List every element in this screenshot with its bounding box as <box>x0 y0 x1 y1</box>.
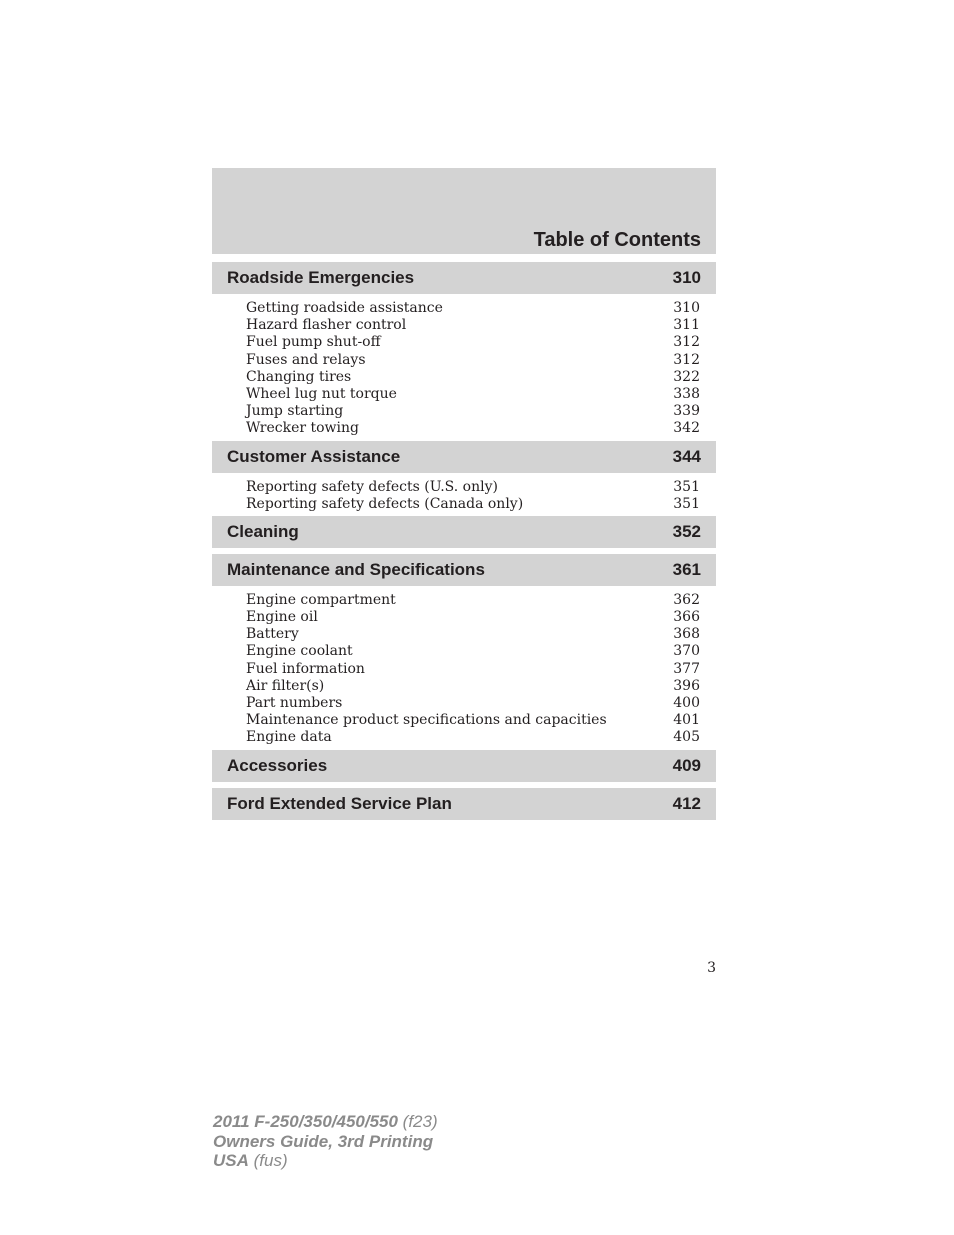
footer-line-1 <box>213 1112 438 1132</box>
page-title: Table of Contents <box>533 229 701 251</box>
section-page: 412 <box>672 793 701 813</box>
entry-page: 312 <box>673 351 700 368</box>
toc-entry[interactable] <box>246 729 700 746</box>
entry-page: 310 <box>673 300 700 316</box>
section-title: Cleaning <box>227 521 299 541</box>
section-page: 344 <box>672 446 701 466</box>
toc-entry[interactable] <box>246 496 700 513</box>
toc-section <box>212 554 716 750</box>
footer-model: 2011 F-250/350/450/550 <box>213 1112 398 1131</box>
entry-label: Wheel lug nut torque <box>246 385 397 402</box>
section-title: Maintenance and Specifications <box>227 559 485 579</box>
table-of-contents <box>212 262 716 826</box>
toc-entry[interactable] <box>246 661 700 678</box>
toc-entry[interactable] <box>246 386 700 403</box>
section-spacer <box>212 820 716 826</box>
toc-entry[interactable] <box>246 369 700 386</box>
entry-label: Wrecker towing <box>246 420 359 437</box>
entry-label: Engine compartment <box>246 591 396 608</box>
entry-page: 377 <box>673 660 700 677</box>
section-title: Ford Extended Service Plan <box>227 793 452 813</box>
entry-page: 311 <box>673 317 700 334</box>
entry-label: Hazard flasher control <box>246 317 407 334</box>
toc-entry[interactable] <box>246 420 700 437</box>
entry-page: 351 <box>673 478 700 495</box>
toc-entry[interactable] <box>246 695 700 712</box>
entry-page: 338 <box>673 385 700 402</box>
entry-page: 351 <box>673 495 700 512</box>
toc-entry[interactable] <box>246 479 700 496</box>
section-header[interactable] <box>212 516 716 548</box>
entry-page: 342 <box>673 420 700 437</box>
toc-section <box>212 750 716 788</box>
entry-label: Engine oil <box>246 609 318 626</box>
entry-label: Fuel pump shut-off <box>246 334 381 351</box>
section-page: 361 <box>672 559 701 579</box>
entry-label: Air filter(s) <box>246 677 325 694</box>
toc-section <box>212 788 716 826</box>
entry-page: 339 <box>673 403 700 420</box>
entry-label: Maintenance product specifications and capacities <box>246 712 607 729</box>
toc-entry[interactable] <box>246 609 700 626</box>
entry-page: 370 <box>673 643 700 660</box>
toc-entry[interactable] <box>246 334 700 351</box>
toc-entry[interactable] <box>246 300 700 317</box>
entry-page: 322 <box>673 368 700 385</box>
entry-label: Reporting safety defects (U.S. only) <box>246 478 498 495</box>
footer-line-2: Owners Guide, 3rd Printing <box>213 1131 434 1151</box>
page-number: 3 <box>707 960 716 976</box>
entry-list <box>212 473 716 516</box>
toc-entry[interactable] <box>246 626 700 643</box>
toc-section <box>212 516 716 554</box>
entry-list <box>212 586 716 750</box>
entry-label: Engine coolant <box>246 643 353 660</box>
section-page: 409 <box>672 755 701 775</box>
section-page: 352 <box>672 521 701 541</box>
toc-section <box>212 441 716 516</box>
entry-label: Getting roadside assistance <box>246 300 443 316</box>
entry-page: 368 <box>673 626 700 643</box>
section-header[interactable] <box>212 750 716 782</box>
section-header[interactable] <box>212 788 716 820</box>
entry-page: 400 <box>673 695 700 711</box>
entry-label: Jump starting <box>246 403 344 420</box>
toc-entry[interactable] <box>246 403 700 420</box>
footer <box>213 1112 438 1171</box>
section-header[interactable] <box>212 441 716 473</box>
footer-line-3 <box>213 1151 438 1171</box>
section-title: Accessories <box>227 755 328 775</box>
entry-label: Changing tires <box>246 368 352 385</box>
entry-page: 312 <box>673 334 700 351</box>
section-title: Customer Assistance <box>227 446 401 466</box>
entry-page: 362 <box>673 591 700 608</box>
toc-entry[interactable] <box>246 678 700 695</box>
toc-entry[interactable] <box>246 592 700 609</box>
entry-page: 405 <box>673 729 700 746</box>
entry-label: Battery <box>246 626 299 643</box>
entry-label: Fuses and relays <box>246 351 366 368</box>
entry-page: 401 <box>673 712 700 729</box>
entry-list <box>212 294 716 441</box>
toc-section <box>212 262 716 441</box>
toc-entry[interactable] <box>246 352 700 369</box>
entry-label: Engine data <box>246 729 332 746</box>
toc-entry[interactable] <box>246 712 700 729</box>
entry-page: 396 <box>673 677 700 694</box>
entry-label: Part numbers <box>246 695 343 711</box>
entry-label: Reporting safety defects (Canada only) <box>246 495 524 512</box>
toc-entry[interactable] <box>246 643 700 660</box>
section-header[interactable] <box>212 554 716 586</box>
entry-label: Fuel information <box>246 660 365 677</box>
footer-model-code: (f23) <box>397 1112 438 1131</box>
section-header[interactable] <box>212 262 716 294</box>
header-banner <box>212 168 716 254</box>
section-title: Roadside Emergencies <box>227 268 415 287</box>
toc-entry[interactable] <box>246 317 700 334</box>
footer-market: USA <box>213 1151 249 1170</box>
section-page: 310 <box>672 268 701 287</box>
footer-market-code: (fus) <box>248 1151 288 1170</box>
entry-page: 366 <box>673 609 700 626</box>
